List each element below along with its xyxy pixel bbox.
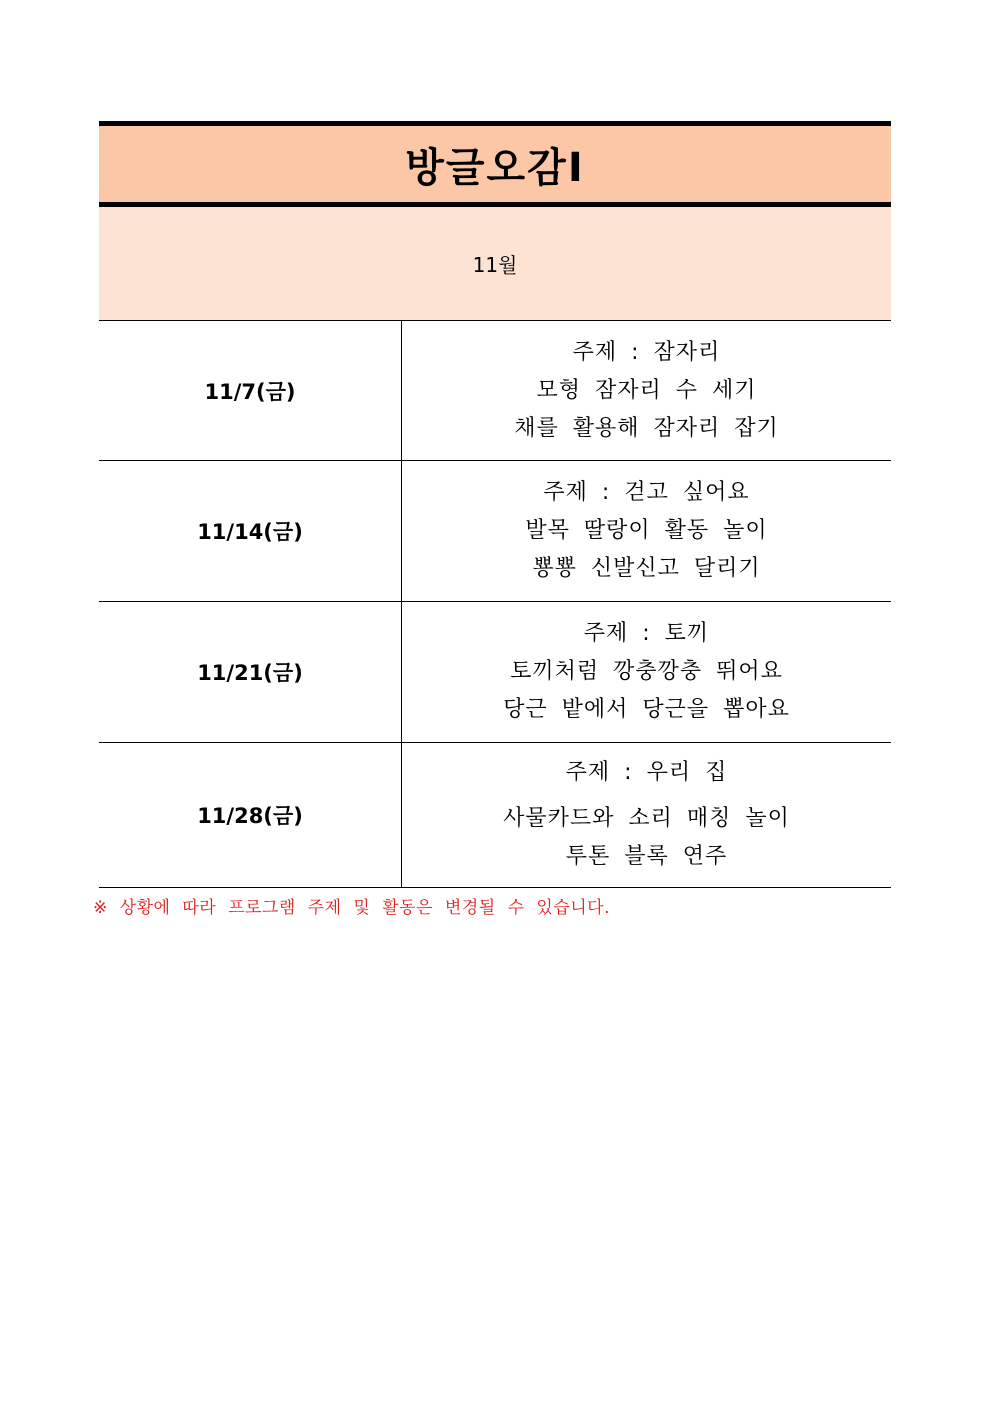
session-theme: 주제 : 우리 집 — [565, 760, 728, 785]
month-banner — [99, 207, 891, 321]
session-activity: 사물카드와 소리 매칭 놀이 — [503, 806, 790, 831]
session-content — [402, 461, 892, 602]
session-activity: 토끼처럼 깡충깡충 뛰어요 — [510, 659, 783, 684]
session-date: 11/21(금) — [99, 602, 402, 743]
session-content — [402, 743, 892, 888]
session-activity: 투톤 블록 연주 — [565, 844, 728, 869]
table-row — [99, 461, 891, 602]
session-date: 11/7(금) — [99, 321, 402, 461]
session-activity: 채를 활용해 잠자리 잡기 — [514, 415, 779, 441]
session-theme: 주제 : 잠자리 — [572, 339, 721, 365]
session-theme: 주제 : 토끼 — [583, 621, 710, 646]
session-date: 11/28(금) — [99, 743, 402, 888]
title-banner — [99, 121, 891, 207]
document-title: 방글오감Ⅰ — [405, 144, 585, 191]
session-activity: 뿅뿅 신발신고 달리기 — [532, 556, 761, 581]
session-date: 11/14(금) — [99, 461, 402, 602]
session-content — [402, 321, 892, 461]
month-label: 11월 — [472, 253, 518, 277]
program-document — [99, 121, 891, 888]
session-activity: 발목 딸랑이 활동 놀이 — [525, 518, 768, 543]
session-activity: 모형 잠자리 수 세기 — [536, 377, 757, 403]
session-content — [402, 602, 892, 743]
change-notice: ※ 상황에 따라 프로그램 주제 및 활동은 변경될 수 있습니다. — [93, 898, 610, 918]
session-theme: 주제 : 걷고 싶어요 — [543, 480, 750, 505]
schedule-table — [99, 321, 891, 888]
table-row — [99, 743, 891, 888]
session-activity: 당근 밭에서 당근을 뽑아요 — [503, 697, 790, 722]
table-row — [99, 321, 891, 461]
table-row — [99, 602, 891, 743]
